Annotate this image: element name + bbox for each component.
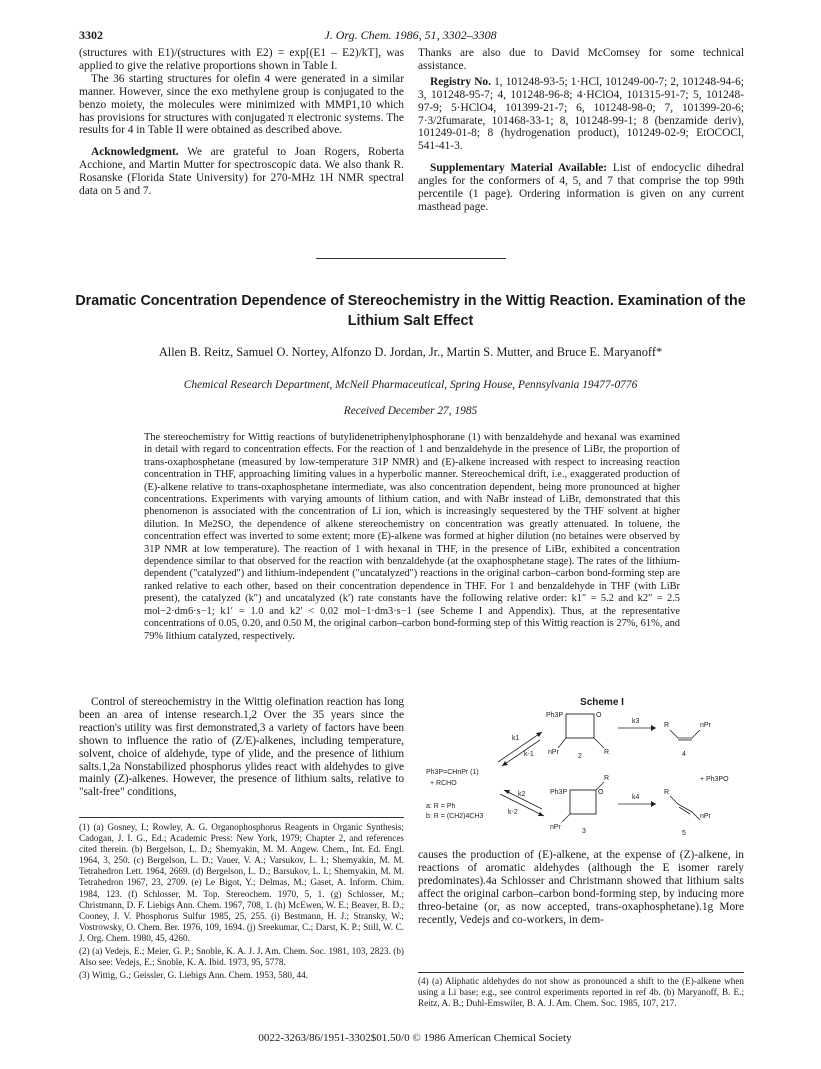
ph3p-top: Ph3P [546, 712, 564, 719]
prev-article-right-column [418, 47, 744, 214]
npr-alkene-bottom: nPr [700, 813, 711, 820]
reverse-arrow-k-1 [502, 740, 540, 766]
paragraph: The 36 starting structures for olefin 4 were generated in a similar manner. However, since the exo methylene group is conjugated to the benzo moiety, the molecules were minimized with MMP1,10 which has provisions for structures with conjugated π electronic systems. The results for 4 in Table II were obtained as described above. [79, 72, 404, 137]
rate-k1: k1 [512, 735, 520, 742]
npr-bottom-ring: nPr [550, 824, 561, 831]
body-paragraph: Control of stereochemistry in the Wittig olefination reaction has long been an area of intense research.1,2 Over the 35 years since the reaction's utility was first demonstrated,3 a variety of factors have been shown to influence the ratio of (Z/E)-alkenes, including temperature, solvent, choice of aldehyde, type of ylide, and the presence of lithium salts.1,2a Nonstabilized phosphorus ylides react with aldehydes to give mainly (Z)-alkenes. However, the presence of lithium salts, relative to "salt-free" conditions, [79, 696, 404, 799]
footnote-rule [79, 817, 404, 818]
arrowhead [651, 725, 656, 731]
acknowledgment-text: We are grateful to Joan Rogers, Roberta Acchione, and Martin Mutter for spectroscopic data. We also thank R. Rosanske (Florida State University) for 270-MHz 1H NMR spectral data on 5 and 7. [79, 146, 404, 198]
legend-b: b: R = (CH2)4CH3 [426, 813, 484, 820]
footnote: (3) Wittig, G.; Geissler, G. Liebigs Ann. Chem. 1953, 580, 44. [79, 970, 309, 981]
scheme-diagram [420, 708, 750, 838]
r-alkene-bottom: R [664, 789, 670, 796]
page-number: 3302 [79, 28, 103, 42]
bond [562, 814, 570, 822]
supplementary-text: List of endocyclic dihedral angles for the conformers of 4, 5, and 7 that comprise the top 99th percentile (1 page). Ordering information is given on any current masthead page. [418, 162, 744, 213]
acknowledgment-label: Acknowledgment. [91, 146, 179, 159]
bond [594, 738, 604, 748]
compound-5-label: 5 [682, 830, 686, 837]
bond [558, 738, 566, 748]
arrowhead [504, 790, 510, 794]
aldehyde-label: + RCHO [430, 780, 457, 787]
r-alkene-top: R [664, 722, 670, 729]
compound-4-label: 4 [682, 751, 686, 758]
compound-3-label: 3 [582, 828, 586, 835]
npr-top-ring: nPr [548, 749, 559, 756]
r-bottom-ring: R [604, 775, 610, 782]
rate-k-1: k-1 [524, 751, 534, 758]
z-alkene-skeleton [670, 730, 700, 738]
body-left-column [79, 696, 404, 799]
prev-article-left-column [79, 47, 404, 198]
thanks-paragraph: Thanks are also due to David McComsey for some technical assistance. [418, 47, 744, 72]
body-right-column [418, 849, 744, 926]
footnotes-right [418, 976, 744, 1011]
received-date: Received December 27, 1985 [343, 405, 478, 417]
byproduct-label: + Ph3PO [700, 776, 729, 783]
rate-k4: k4 [632, 794, 640, 801]
arrowhead [651, 801, 656, 807]
paragraph: (structures with E1)/(structures with E2) = exp[(E1 – E2)/kT], was applied to give the relative proportions shown in Table I. [79, 47, 404, 72]
registry-numbers [418, 76, 744, 153]
article-affiliation: Chemical Research Department, McNeil Pharmaceutical, Spring House, Pennsylvania 19477-0776 [183, 379, 638, 391]
ylide-label: Ph3P=CHnPr (1) [426, 769, 479, 776]
e-alkene-skeleton [670, 796, 700, 820]
rate-k-2: k-2 [508, 809, 518, 816]
rate-k2: k2 [518, 791, 526, 798]
copyright-footer: 0022-3263/86/1951-3302$01.50/0 © 1986 American Chemical Society [258, 1032, 572, 1044]
compound-2-label: 2 [578, 753, 582, 760]
footnote-rule [418, 972, 744, 973]
oxaphosphetane-ring-top [566, 714, 594, 738]
arrowhead [502, 761, 508, 766]
scheme-title: Scheme I [580, 697, 624, 708]
registry-text: 1, 101248-93-5; 1·HCl, 101249-00-7; 2, 101248-94-6; 3, 101248-95-7; 4, 101248-96-8; 4·HClO4, 101315-91-7; 5, 101248-97-9; 5·HClO4, 101399-21-7; 6, 101248-98-0; 7, 101399-20-6; 7·3/2fumarate, 101468-33-1; 8, 101248-99-1; 8 (benzamide deriv), 101249-01-8; 8 (hydrogenation product), 101249-02-9; EtOCOCl, 541-41-3. [418, 75, 744, 153]
registry-label: Registry No. [430, 75, 491, 88]
section-divider [316, 258, 506, 259]
footnote: (4) (a) Aliphatic aldehydes do not show as pronounced a shift to the (E)-alkene when using a Li base; e.g., see control experiments reported in ref 4b. (b) Maryanoff, B. E.; Reitz, A. B.; Duhl-Emswiler, B. A. J. Am. Chem. Soc. 1985, 107, 217. [418, 976, 744, 1009]
supplementary-material [418, 162, 744, 214]
arrowhead [536, 732, 542, 737]
footnote: (1) (a) Gosney, I.; Rowley, A. G. Organophosphorus Reagents in Organic Synthesis; Cadogan, J. I. G., Ed.; Academic Press: New York, 1979; Chapter 2, and references cited therein. (b) Bergelson, L. D.; Shemyakin, M. M. Angew. Chem., Int. Ed. Engl. 1964, 3, 250. (c) Bergelson, L. D.; Vauer, V. A.; Varsukov, L. I.; Shemyakin, M. M. Tetrahedron Lett. 1964, 2669. (d) Bergelson, L. D.; Barsukov, L. I.; Shemyakin, M. M. Tetrahedron 1967, 23, 2709. (e) Le Bigot, Y.; Delmas, M.; Gaset, A. Inform. Chim. 1984, 123. (f) Schlosser, M. Top. Stereochem. 1970, 5, 1. (g) Schlosser, M.; Christmann, D. F. Liebigs Ann. Chem. 1967, 708, 1. (h) McEwen, W. E.; Beaver, B. D.; Cooney, J. V. Phosphorus Sulfur 1985, 25, 255. (i) Bestmann, H. J.; Stransky, W.; Vostrowsky, O. Chem. Ber. 1976, 109, 1694. (j) Sreekumar, C.; Darst, K. P.; Still, W. C. J. Org. Chem. 1980, 45, 4260. [79, 822, 404, 943]
body-paragraph: causes the production of (E)-alkene, at the expense of (Z)-alkene, in reactions of aromatic aldehydes (although the E isomer rarely predominates).4a Schlosser and Christmann showed that lithium salts affect the original carbon–carbon bond-forming step, by inducing more threo-betaine (or, as now accepted, trans-oxaphosphetane).1g More recently, Vedejs and co-workers, in dem- [418, 849, 744, 926]
article-title: Dramatic Concentration Dependence of Stereochemistry in the Wittig Reaction. Examination of the Lithium Salt Effect [75, 293, 746, 329]
abstract: The stereochemistry for Wittig reactions of butylidenetriphenylphosphorane (1) with benzaldehyde and hexanal was examined in detail with regard to concentration effects. For the reaction of 1 and benzaldehyde in the presence of LiBr, the proportion of trans-oxaphosphetane (measured by low-temperature 31P NMR) and (E)-alkene increased with respect to increasing reaction concentration in THF, approaching limiting values in a hyperbolic manner. Stereochemical drift, i.e., exaggerated production of (E)-alkene relative to trans-oxaphosphetane intermediate, was also concentration dependent, being more pronounced at higher concentrations. Experiments with varying amounts of lithium cation, and with NaBr instead of LiBr, demonstrated that this phenomenon is associated with the concentration of Li ion, which is increasingly sequestered by the THF solvent at higher dilution. In Me2SO, the dependence of alkene stereochemistry on concentration was greatly attenuated. In toluene, the concentration effect was inverted to some extent; more (E)-alkene was formed at higher dilution (no betaines were observed by 31P NMR at low temperature). The reaction of 1 with hexanal in THF, in the presence of LiBr, exhibited a concentration dependence similar to that observed for the reaction with benzaldehyde (at the oxaphosphetane stage). The rates of the lithium-dependent ("catalyzed") and lithium-independent ("uncatalyzed") reactions in the original carbon–carbon bond-forming step are ranked relative to each other, based on their concentration dependence in THF. For 1 and benzaldehyde in THF (with LiBr present), the catalyzed (k″) and uncatalyzed (k′) rate constants have the following relative order: k1″ = 5.2 and k2″ = 2.5 mol−2·dm6·s−1; k1′ = 1.0 and k2′ < 0.02 mol−1·dm3·s−1 (see Scheme I and Appendix). Thus, at the representative concentrations of 0.05, 0.20, and 0.50 M, the original carbon–carbon bond-forming step of this Wittig reaction is 27%, 61%, and 79% lithium catalyzed, respectively. [144, 432, 680, 642]
footnotes-left [79, 822, 404, 983]
oxygen-bottom: O [598, 789, 604, 796]
rate-k3: k3 [632, 718, 640, 725]
forward-arrow-k1 [498, 732, 542, 762]
oxaphosphetane-ring-bottom [570, 790, 596, 814]
r-top-ring: R [604, 749, 610, 756]
footnote: (2) (a) Vedejs, E.; Meier, G. P.; Snoble, K. A. J. J. Am. Chem. Soc. 1981, 103, 2823. (b) Also see: Vedejs, E.; Snoble, K. A. Ibid. 1973, 95, 5778. [79, 946, 404, 968]
legend-a: a: R = Ph [426, 803, 456, 810]
supplementary-label: Supplementary Material Available: [430, 162, 608, 175]
ph3p-bottom: Ph3P [550, 789, 568, 796]
arrowhead [538, 812, 544, 816]
journal-citation: J. Org. Chem. 1986, 51, 3302–3308 [324, 28, 497, 42]
acknowledgment [79, 146, 404, 198]
npr-alkene-top: nPr [700, 722, 711, 729]
oxygen-top: O [596, 712, 602, 719]
article-authors: Allen B. Reitz, Samuel O. Nortey, Alfonzo D. Jordan, Jr., Martin S. Mutter, and Bruce E. Maryanoff* [158, 345, 663, 359]
